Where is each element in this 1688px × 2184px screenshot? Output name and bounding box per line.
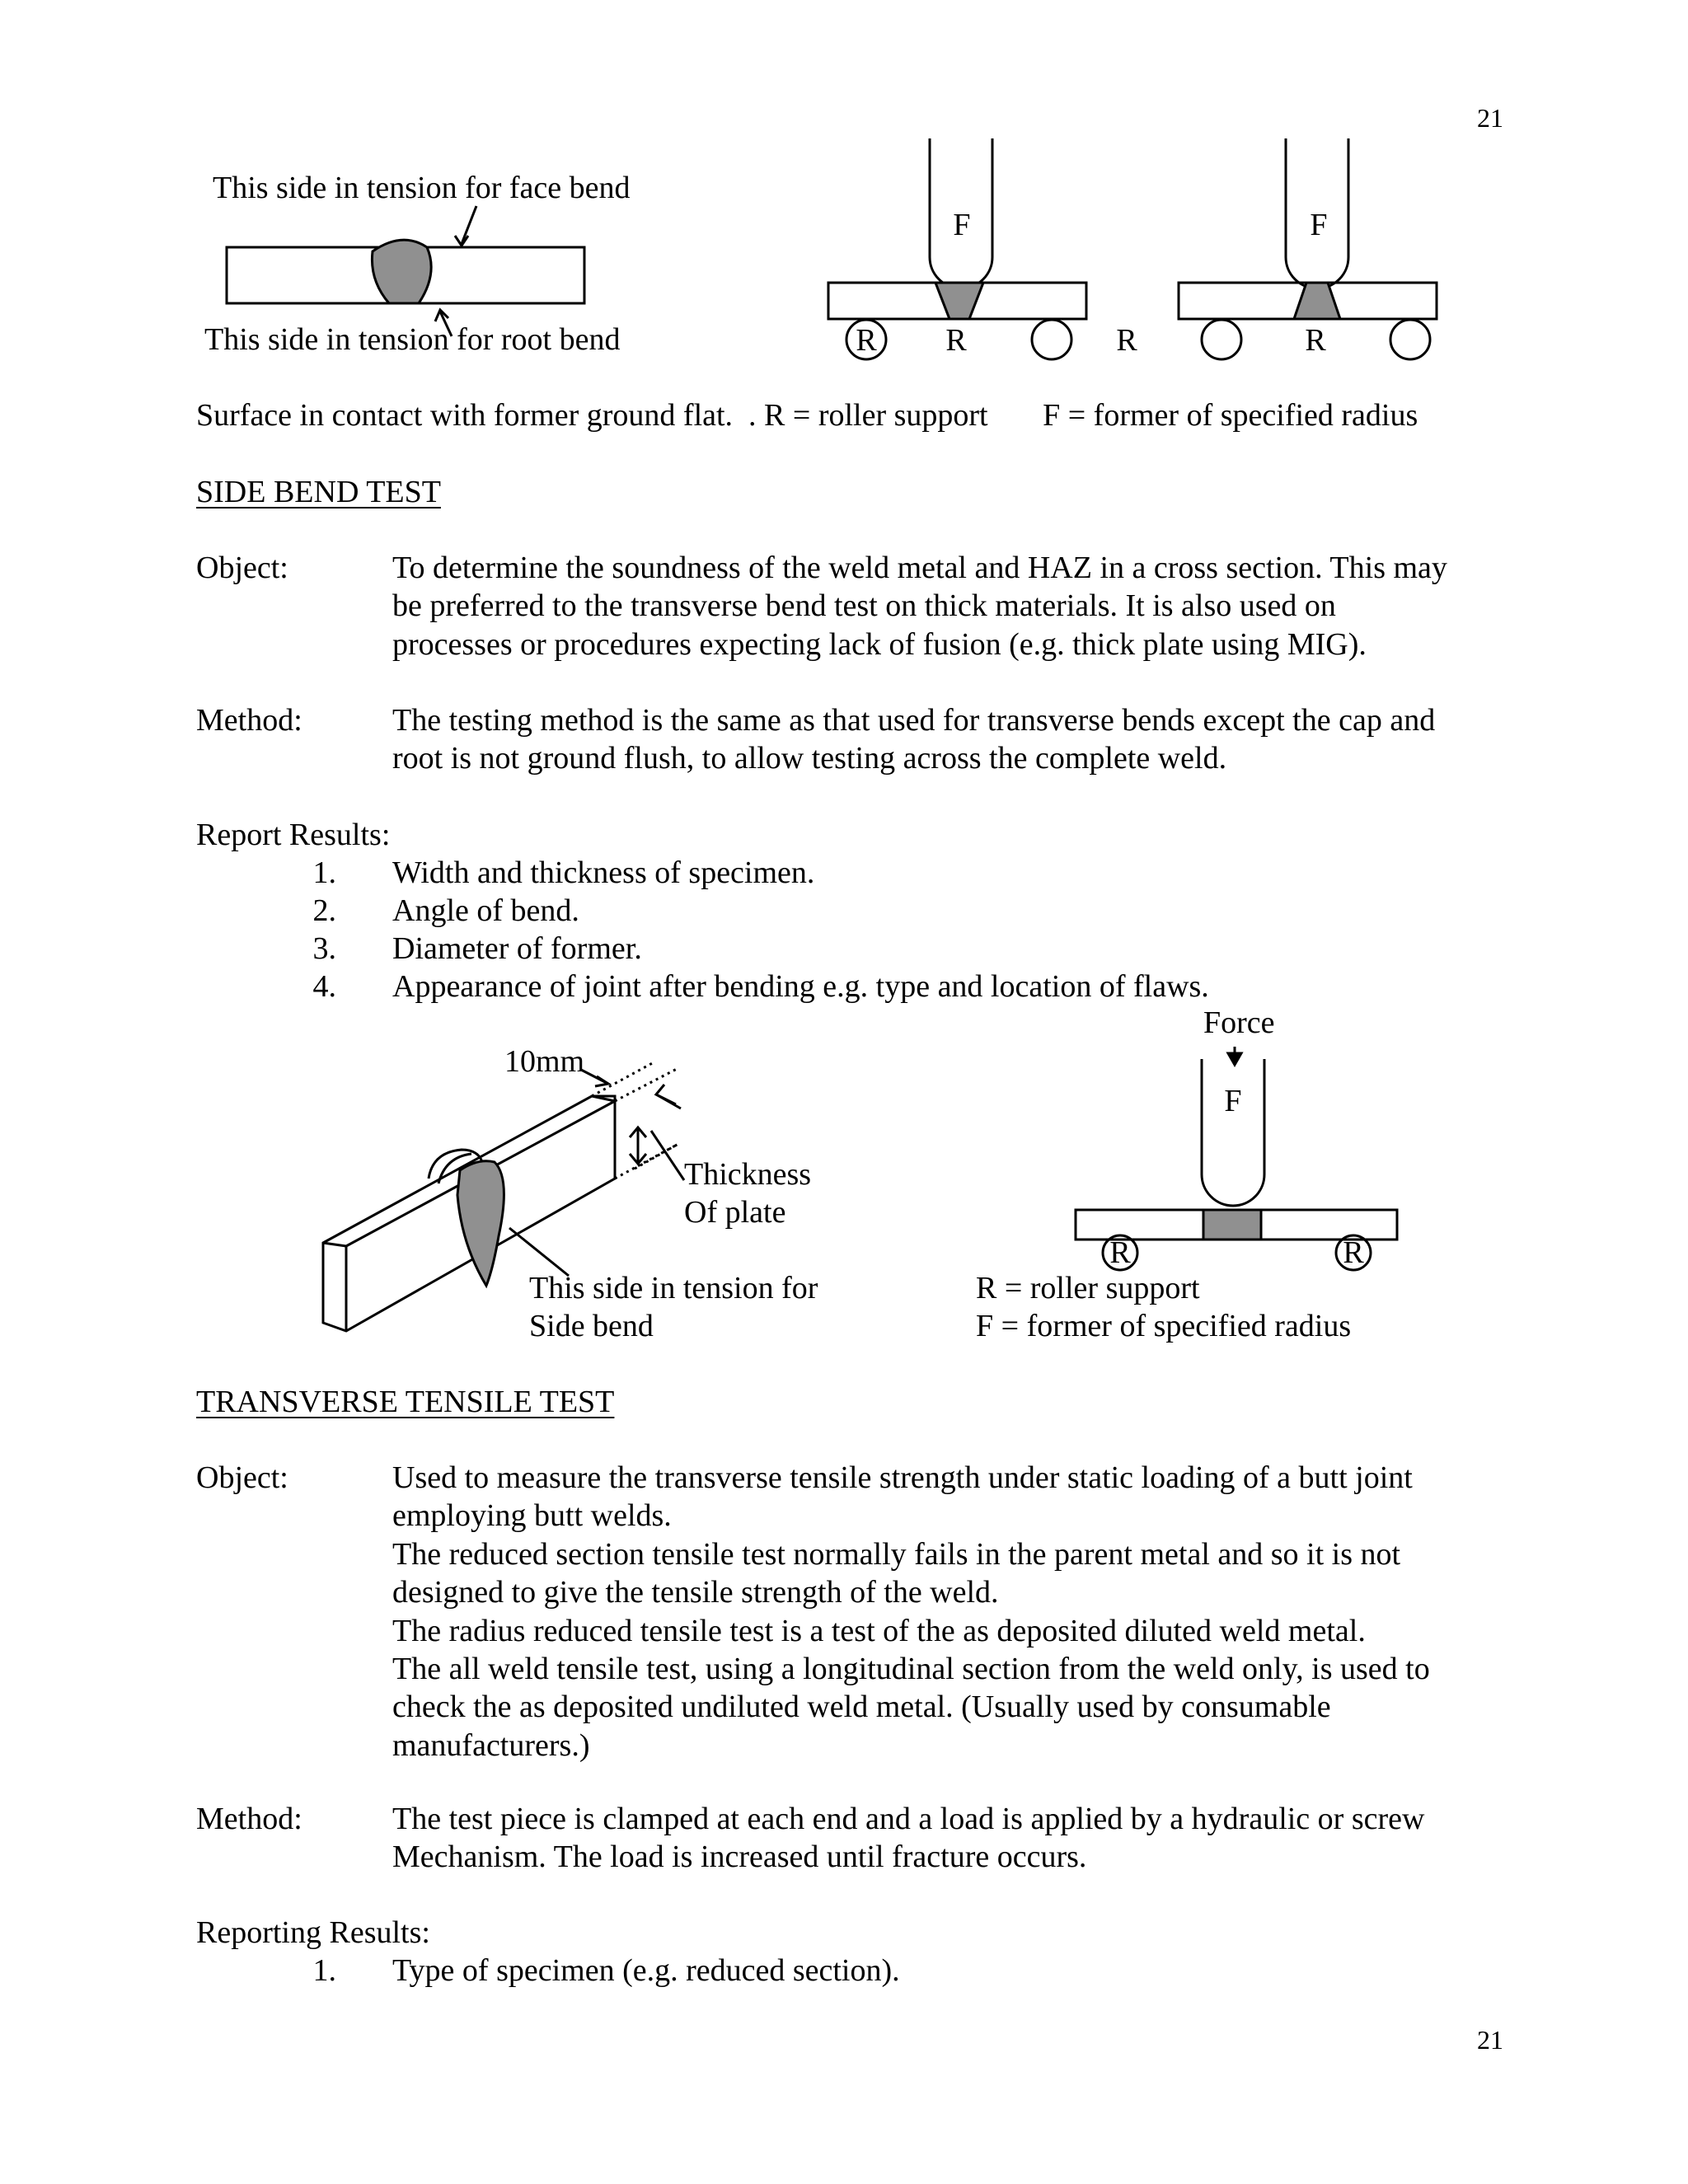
side-bend-method-text: The testing method is the same as that used for transverse bends except the cap and root is not ground flush, to allow testing across the complete weld. xyxy=(392,703,1436,776)
roller-label: R xyxy=(1343,1235,1364,1270)
roller-label: R xyxy=(1109,1235,1131,1270)
side-bend-method-label: Method: xyxy=(196,703,302,738)
page-number-top: 21 xyxy=(1477,103,1503,133)
fig-top-caption: Surface in contact with former ground flat. . R = roller support F = former of specified radius xyxy=(196,398,1418,433)
roller-circle xyxy=(1390,320,1430,359)
tensile-object-text: Used to measure the transverse tensile strength under static loading of a butt joint employing butt welds. The reduced section tensile test normally fails in the parent metal and so it is not designed to give the tensile strength of the weld. The radius reduced tensile test is a test of the as deposited diluted weld metal. The all weld tensile test, using a longitudinal section from the weld only, is used to check the as deposited undiluted weld metal. (Usually used by consumable manufacturers.) xyxy=(392,1460,1430,1763)
tensile-method-label: Method: xyxy=(196,1802,302,1836)
side-legend: R = roller support F = former of specified radius xyxy=(976,1271,1352,1343)
tensile-heading: TRANSVERSE TENSILE TEST xyxy=(196,1385,615,1419)
tensile-object-label: Object: xyxy=(196,1460,288,1495)
force-label: Force xyxy=(1203,1005,1275,1040)
former-label: F xyxy=(1224,1084,1242,1118)
side-tension-label: This side in tension for Side bend xyxy=(529,1271,818,1343)
roller-label: R xyxy=(1305,323,1326,358)
dim-10mm-label: 10mm xyxy=(504,1044,585,1079)
page-number-bottom: 21 xyxy=(1477,2025,1503,2055)
roller-circle xyxy=(1202,320,1241,359)
roller-label: R xyxy=(1116,323,1137,358)
face-root-bend-specimen xyxy=(227,206,584,336)
side-bend-heading: SIDE BEND TEST xyxy=(196,475,441,509)
root-bend-label: This side in tension for root bend xyxy=(204,322,621,357)
tensile-report-label: Reporting Results: xyxy=(196,1915,430,1950)
tensile-method-text: The test piece is clamped at each end and a load is applied by a hydraulic or screw Mechanism. The load is increased until fracture occurs. xyxy=(392,1802,1425,1875)
thickness-label: Thickness Of plate xyxy=(684,1157,812,1230)
side-bend-report-label: Report Results: xyxy=(196,818,391,852)
roller-circle xyxy=(1032,320,1071,359)
former-label: F xyxy=(953,208,971,242)
face-bend-label: This side in tension for face bend xyxy=(213,171,631,205)
side-bend-object-text: To determine the soundness of the weld metal and HAZ in a cross section. This may be preferred to the transverse bend test on thick materials. It is also used on processes or procedures expecting lack of fusion (e.g. thick plate using MIG). xyxy=(392,551,1447,662)
roller-label: R xyxy=(945,323,967,358)
side-bend-object-label: Object: xyxy=(196,551,288,585)
roller-label: R xyxy=(856,323,877,358)
former-label: F xyxy=(1310,208,1328,242)
